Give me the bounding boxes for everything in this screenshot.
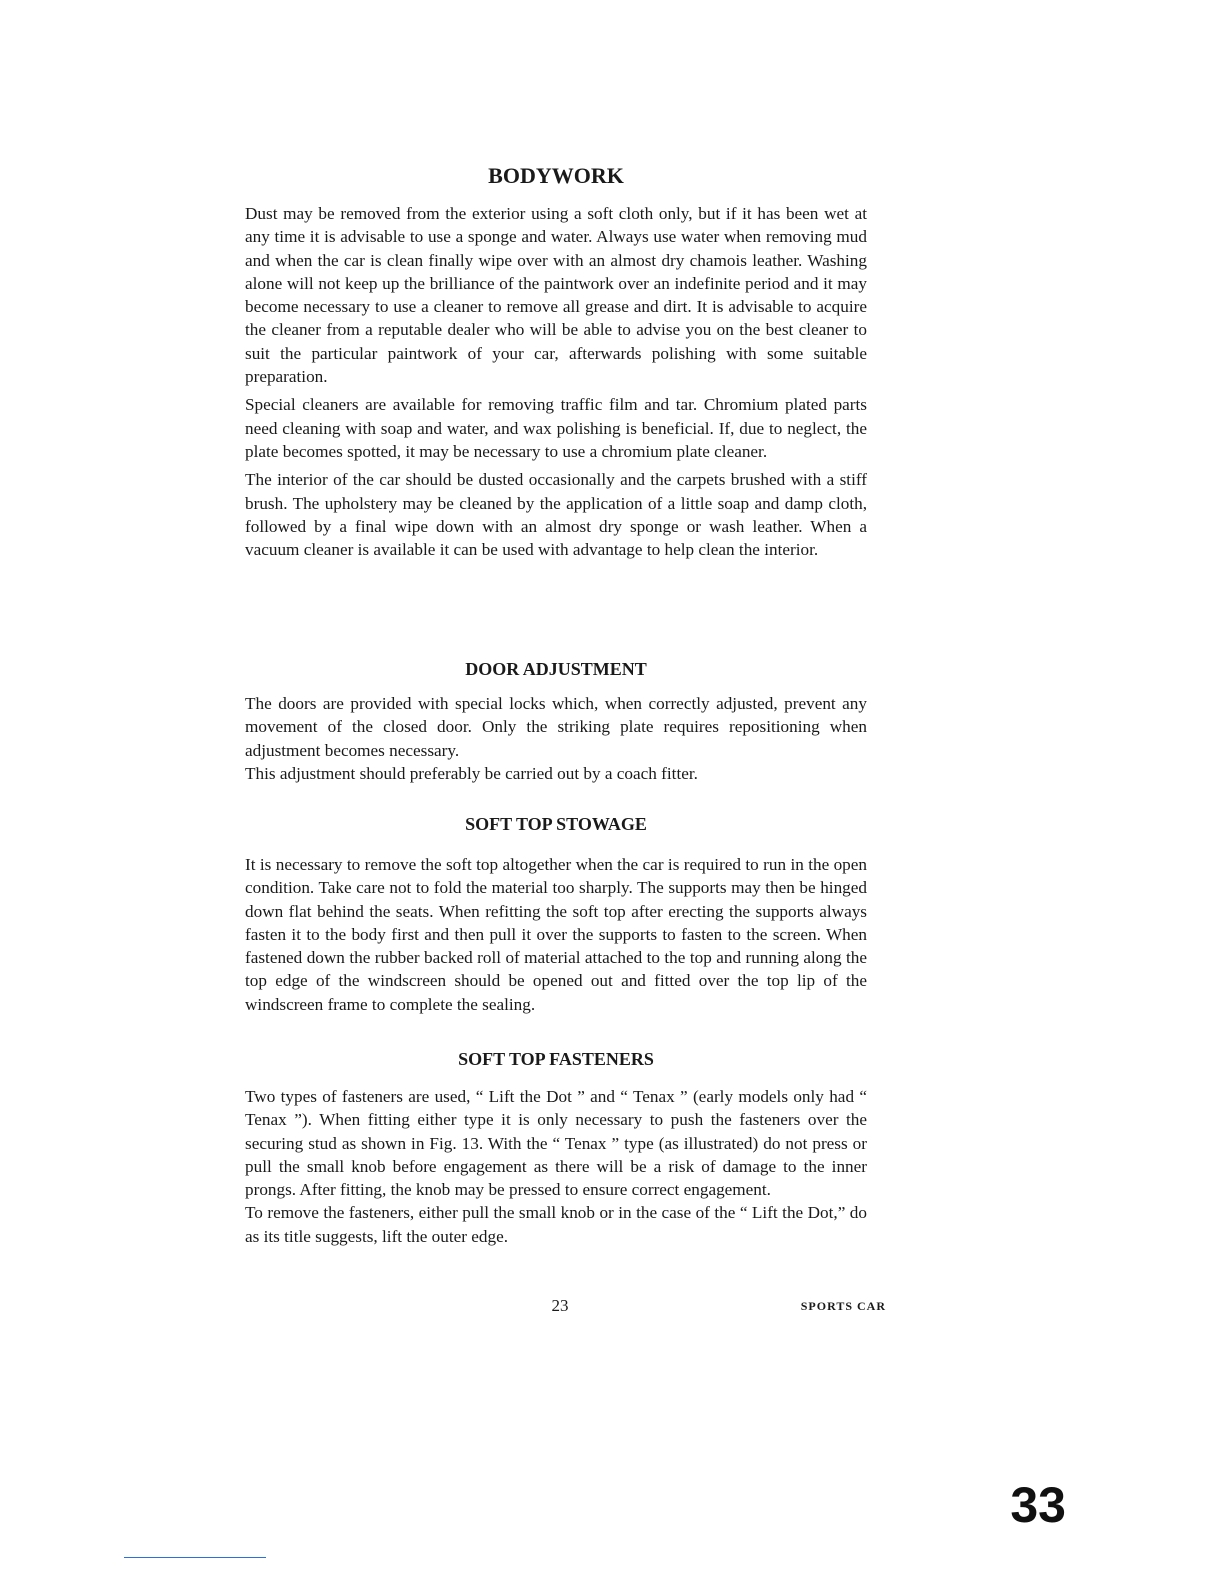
bodywork-section (245, 202, 867, 561)
link-underline (124, 1557, 266, 1558)
soft-top-fasteners-heading: SOFT TOP FASTENERS (458, 1049, 654, 1069)
soft-top-stowage-section (245, 853, 867, 1016)
soft-top-fasteners-paragraph-2: To remove the fasteners, either pull the small knob or in the case of the “ Lift the Dot,” do as its title suggests, lift the outer edge. (245, 1203, 867, 1246)
door-adjustment-paragraph-1: The doors are provided with special locks which, when correctly adjusted, prevent any movement of the closed door. Only the striking plate requires repositioning when adjustment becomes necessary. (245, 694, 867, 760)
bodywork-paragraph-3: The interior of the car should be dusted occasionally and the carpets brushed with a stiff brush. The upholstery may be cleaned by the application of a little soap and damp cloth, followed by a final wipe down with an almost dry sponge or wash leather. When a vacuum cleaner is available it can be used with advantage to help clean the interior. (245, 470, 867, 560)
soft-top-stowage-paragraph-1: It is necessary to remove the soft top altogether when the car is required to run in the open condition. Take care not to fold the material too sharply. The supports may then be hinged down flat behind the seats. When refitting the soft top after erecting the supports always fasten it to the body first and then pull it over the supports to fasten to the screen. When fastened down the rubber backed roll of material attached to the top and running along the top edge of the windscreen should be opened out and fitted over the top lip of the windscreen frame to complete the sealing. (245, 855, 867, 1014)
bodywork-heading: BODYWORK (488, 163, 624, 188)
door-adjustment-paragraph-2: This adjustment should preferably be carried out by a coach fitter. (245, 763, 698, 783)
footer-title: SPORTS CAR (800, 1299, 886, 1313)
soft-top-stowage-heading: SOFT TOP STOWAGE (465, 814, 647, 834)
door-adjustment-heading: DOOR ADJUSTMENT (465, 659, 647, 679)
bodywork-paragraph-2: Special cleaners are available for removing traffic film and tar. Chromium plated parts need cleaning with soap and water, and wax polishing is beneficial. If, due to neglect, the plate becomes spotted, it may be necessary to use a chromium plate cleaner. (245, 395, 867, 461)
scan-page-number: 33 (1010, 1477, 1066, 1533)
soft-top-fasteners-paragraph-1: Two types of fasteners are used, “ Lift the Dot ” and “ Tenax ” (early models only had “ Tenax ”). When fitting either type it is only necessary to push the fasteners over the securing stud as shown in Fig. 13. With the “ Tenax ” type (as illustrated) do not press or pull the small knob before engagement as there will be a risk of damage to the inner prongs. After fitting, the knob may be pressed to ensure correct engagement. (245, 1087, 867, 1200)
bodywork-paragraph-1: Dust may be removed from the exterior using a soft cloth only, but if it has been wet at any time it is advisable to use a sponge and water. Always use water when removing mud and when the car is clean finally wipe over with an almost dry chamois leather. Washing alone will not keep up the brilliance of the paintwork over an indefinite period and it may become necessary to use a cleaner to remove all grease and dirt. It is advisable to acquire the cleaner from a reputable dealer who will be able to advise you on the best cleaner to suit the particular paintwork of your car, afterwards polishing with some suitable preparation. (245, 204, 867, 387)
soft-top-fasteners-section (245, 1085, 867, 1248)
page-number: 23 (551, 1296, 569, 1315)
door-adjustment-section (245, 692, 867, 785)
